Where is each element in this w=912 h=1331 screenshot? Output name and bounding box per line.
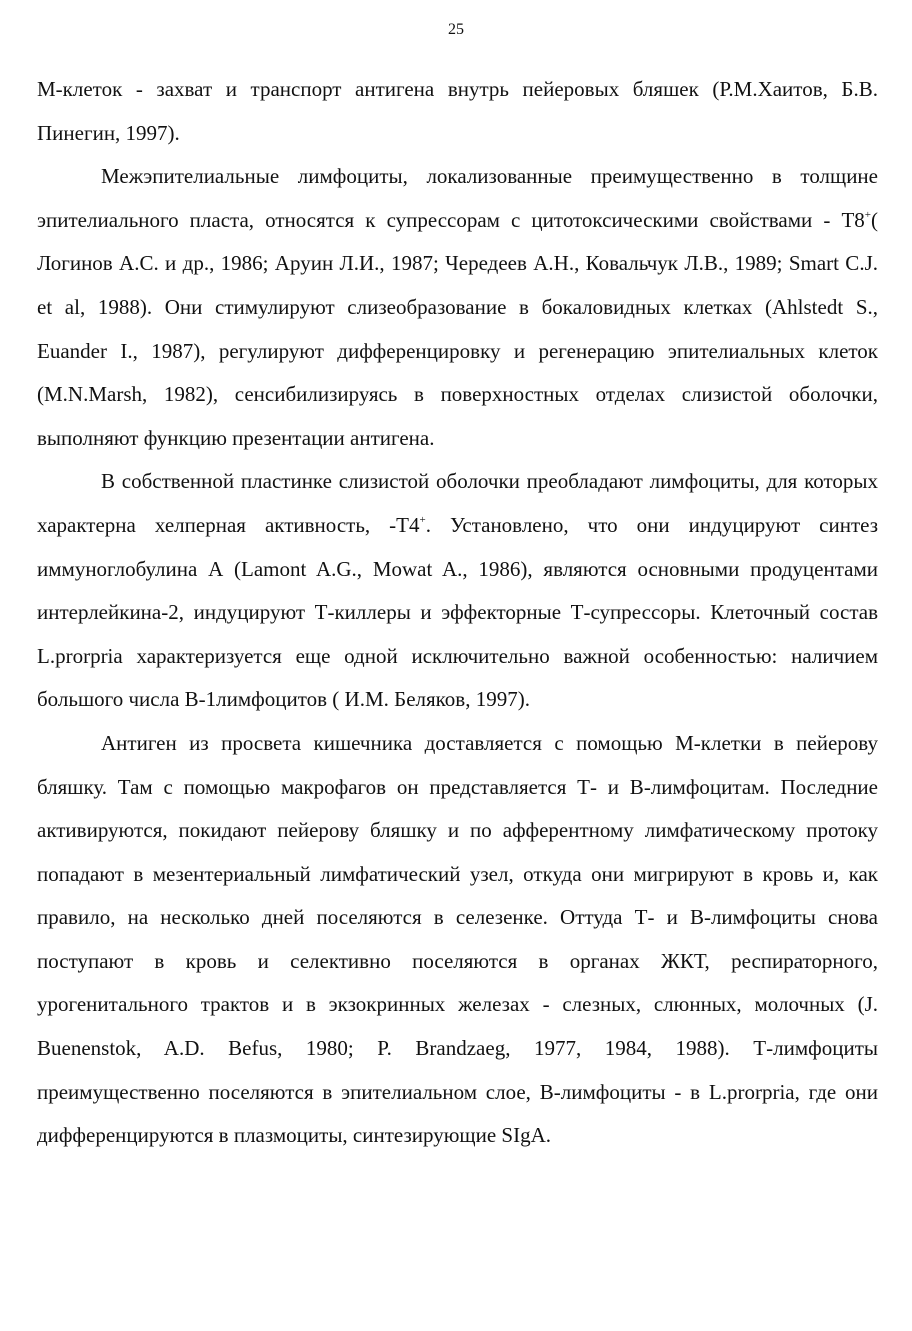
superscript: + [864,208,871,221]
paragraph-text: В собственной пластинке слизистой оболочки преобладают лимфоциты, для которых характерна хелперная активность, -Т4 [37,469,878,537]
paragraph-text: . Установлено, что они индуцируют синтез иммуноглобулина А (Lamont A.G., Mowat A., 1986), являются основными продуцентами интерлейкина-2, индуцируют Т-киллеры и эффекторные Т-супрессоры. Клеточный состав L.prorpria характеризуется еще одной исключительно важной особенностью: наличием большого числа В-1лимфоцитов ( И.М. Беляков, 1997). [37,512,879,712]
document-body [37,68,878,1158]
paragraph [37,68,878,155]
paragraph-text: Межэпителиальные лимфоциты, локализованные преимущественно в толщине эпителиального пласта, относятся к супрессорам с цитотоксическими свойствами - Т8 [37,164,878,232]
paragraph-text: Антиген из просвета кишечника доставляется с помощью М-клетки в пейерову бляшку. Там с помощью макрофагов он представляется Т- и В-лимфоцитам. Последние активируются, покидают пейерову бляшку и по афферентному лимфатическому протоку попадают в мезентериальный лимфатический узел, откуда они мигрируют в кровь и, как правило, на несколько дней поселяются в селезенке. Оттуда Т- и В-лимфоциты снова поступают в кровь и селективно поселяются в органах ЖКТ, респираторного, урогенитального трактов и в экзокринных железах - слезных, слюнных, молочных (J. Buenenstok, A.D. Befus, 1980; P. Brandzaeg, 1977, 1984, 1988). Т-лимфоциты преимущественно поселяются в эпителиальном слое, В-лимфоциты - в L.prorpria, где они дифференцируются в плазмоциты, синтезирующие SIgA. [37,730,878,1148]
paragraph-text: М-клеток - захват и транспорт антигена внутрь пейеровых бляшек (Р.М.Хаитов, Б.В. Пинегин, 1997). [37,77,878,145]
paragraph [37,722,878,1158]
paragraph [37,460,878,722]
paragraph [37,155,878,460]
superscript: + [419,513,426,526]
page-number: 25 [448,21,464,38]
paragraph-text: ( Логинов А.С. и др., 1986; Аруин Л.И., 1987; Чередеев А.Н., Ковальчук Л.В., 1989; Smart C.J. et al, 1988). Они стимулируют слизеобразование в бокаловидных клетках (Ahlstedt S., Euander I., 1987), регулируют дифференцировку и регенерацию эпителиальных клеток (M.N.Marsh, 1982), сенсибилизируясь в поверхностных отделах слизистой оболочки, выполняют функцию презентации антигена. [37,207,878,450]
